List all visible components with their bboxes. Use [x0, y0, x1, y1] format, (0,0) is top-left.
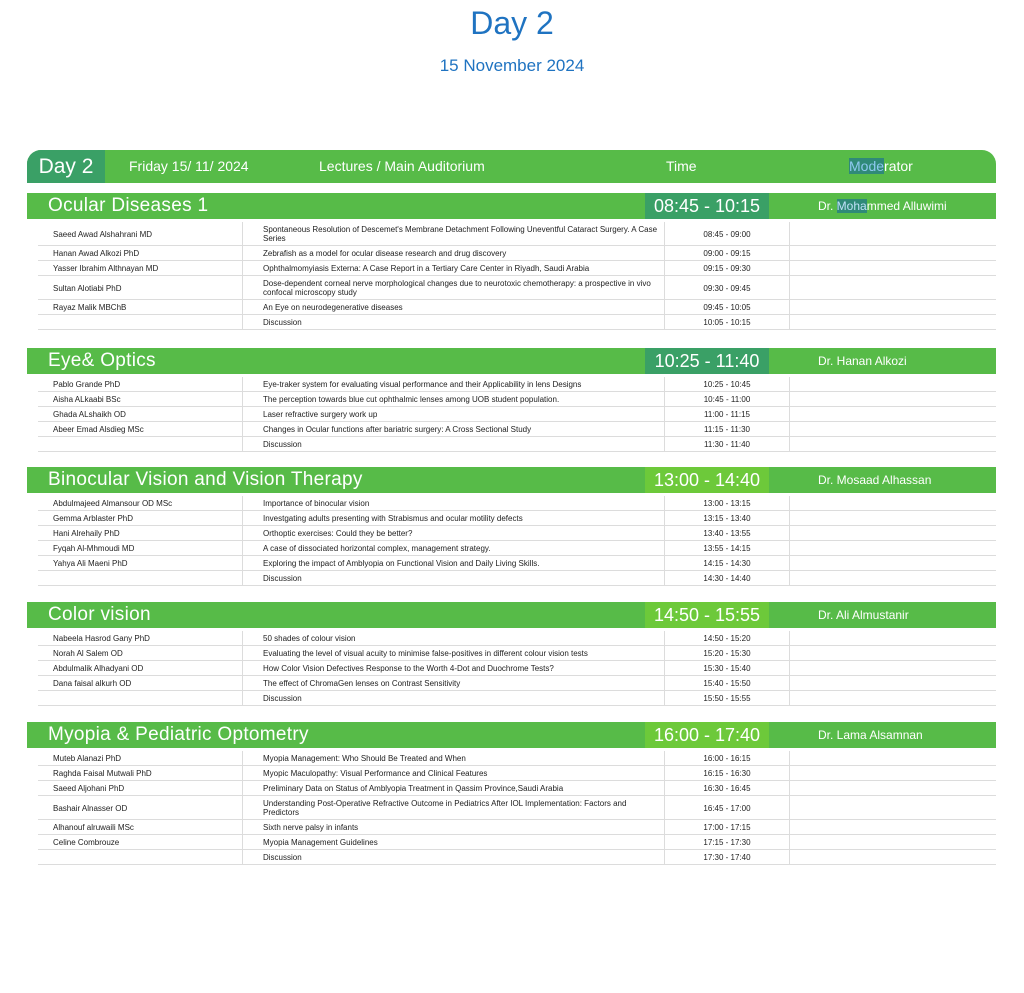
session-header — [27, 602, 996, 628]
table-row — [38, 751, 996, 766]
speaker-cell: Abeer Emad Alsdieg MSc — [38, 422, 243, 437]
speaker-cell: Yasser Ibrahim Althnayan MD — [38, 261, 243, 276]
talk-title-cell: A case of dissociated horizontal complex, management strategy. — [243, 541, 665, 556]
talk-title-cell: Ophthalmomyiasis Externa: A Case Report in a Tertiary Care Center in Riyadh, Saudi Arabia — [243, 261, 665, 276]
speaker-cell: Aisha ALkaabi BSc — [38, 392, 243, 407]
moderator-cell — [790, 541, 997, 556]
session-moderator — [818, 193, 947, 219]
talk-title-cell: The effect of ChromaGen lenses on Contrast Sensitivity — [243, 676, 665, 691]
moderator-cell — [790, 300, 997, 315]
table-row — [38, 246, 996, 261]
moderator-cell — [790, 222, 997, 246]
talk-time-cell: 10:45 - 11:00 — [665, 392, 790, 407]
speaker-cell: Fyqah Al-Mhmoudi MD — [38, 541, 243, 556]
talk-time-cell: 14:50 - 15:20 — [665, 631, 790, 646]
talk-title-cell: How Color Vision Defectives Response to the Worth 4-Dot and Duochrome Tests? — [243, 661, 665, 676]
talk-title-cell: Exploring the impact of Amblyopia on Functional Vision and Daily Living Skills. — [243, 556, 665, 571]
talk-title-cell: Investgating adults presenting with Strabismus and ocular motility defects — [243, 511, 665, 526]
talk-title-cell: Myopia Management Guidelines — [243, 835, 665, 850]
session-header — [27, 348, 996, 374]
talk-title-cell: Importance of binocular vision — [243, 496, 665, 511]
table-row — [38, 407, 996, 422]
table-row — [38, 781, 996, 796]
moderator-cell — [790, 691, 997, 706]
speaker-cell: Muteb Alanazi PhD — [38, 751, 243, 766]
talks-table — [38, 222, 996, 330]
table-row — [38, 300, 996, 315]
table-row — [38, 392, 996, 407]
session-block — [27, 722, 996, 865]
session-moderator — [818, 602, 909, 628]
speaker-cell: Celine Combrouze — [38, 835, 243, 850]
talk-time-cell: 16:15 - 16:30 — [665, 766, 790, 781]
moderator-cell — [790, 820, 997, 835]
table-row — [38, 796, 996, 820]
text-selection-highlight: Moha — [836, 199, 867, 213]
speaker-cell — [38, 571, 243, 586]
session-block — [27, 193, 996, 330]
moderator-cell — [790, 796, 997, 820]
speaker-cell — [38, 437, 243, 452]
session-title: Binocular Vision and Vision Therapy — [48, 469, 363, 490]
talk-title-cell: Laser refractive surgery work up — [243, 407, 665, 422]
session-header — [27, 193, 996, 219]
talk-time-cell: 09:45 - 10:05 — [665, 300, 790, 315]
speaker-cell: Raghda Faisal Mutwali PhD — [38, 766, 243, 781]
moderator-name-pre: Dr. Hanan Alkozi — [818, 354, 907, 368]
talk-time-cell: 13:00 - 13:15 — [665, 496, 790, 511]
session-title: Eye& Optics — [48, 350, 156, 371]
talk-time-cell: 17:30 - 17:40 — [665, 850, 790, 865]
speaker-cell: Abdulmalik Alhadyani OD — [38, 661, 243, 676]
table-row — [38, 541, 996, 556]
talk-time-cell: 15:20 - 15:30 — [665, 646, 790, 661]
moderator-cell — [790, 661, 997, 676]
talk-time-cell: 15:40 - 15:50 — [665, 676, 790, 691]
talk-time-cell: 13:15 - 13:40 — [665, 511, 790, 526]
table-row — [38, 631, 996, 646]
talk-title-cell: Spontaneous Resolution of Descemet's Membrane Detachment Following Uneventful Cataract Surgery. A Case Series — [243, 222, 665, 246]
talk-time-cell: 13:55 - 14:15 — [665, 541, 790, 556]
table-row — [38, 496, 996, 511]
session-time: 16:00 - 17:40 — [645, 722, 769, 748]
talk-time-cell: 17:00 - 17:15 — [665, 820, 790, 835]
talk-time-cell: 09:00 - 09:15 — [665, 246, 790, 261]
speaker-cell: Dana faisal alkurh OD — [38, 676, 243, 691]
session-title: Ocular Diseases 1 — [48, 195, 209, 216]
moderator-cell — [790, 751, 997, 766]
moderator-cell — [790, 496, 997, 511]
table-row — [38, 437, 996, 452]
moderator-cell — [790, 631, 997, 646]
talk-title-cell: Myopic Maculopathy: Visual Performance and Clinical Features — [243, 766, 665, 781]
talk-title-cell: Zebrafish as a model for ocular disease research and drug discovery — [243, 246, 665, 261]
speaker-cell: Alhanouf alruwaili MSc — [38, 820, 243, 835]
session-title: Myopia & Pediatric Optometry — [48, 724, 309, 745]
talk-time-cell: 10:25 - 10:45 — [665, 377, 790, 392]
talk-title-cell: Preliminary Data on Status of Amblyopia Treatment in Qassim Province,Saudi Arabia — [243, 781, 665, 796]
speaker-cell — [38, 691, 243, 706]
moderator-cell — [790, 781, 997, 796]
speaker-cell: Bashair Alnasser OD — [38, 796, 243, 820]
moderator-cell — [790, 276, 997, 300]
moderator-cell — [790, 646, 997, 661]
moderator-cell — [790, 556, 997, 571]
table-row — [38, 661, 996, 676]
program-header — [27, 150, 996, 183]
table-row — [38, 766, 996, 781]
session-header — [27, 722, 996, 748]
talk-title-cell: Discussion — [243, 315, 665, 330]
speaker-cell: Hanan Awad Alkozi PhD — [38, 246, 243, 261]
table-row — [38, 276, 996, 300]
talk-time-cell: 09:30 - 09:45 — [665, 276, 790, 300]
talk-time-cell: 16:30 - 16:45 — [665, 781, 790, 796]
speaker-cell — [38, 315, 243, 330]
table-row — [38, 222, 996, 246]
table-row — [38, 850, 996, 865]
talk-time-cell: 14:30 - 14:40 — [665, 571, 790, 586]
talk-title-cell: Evaluating the level of visual acuity to minimise false-positives in different colour vision tests — [243, 646, 665, 661]
talks-table — [38, 377, 996, 452]
talk-time-cell: 14:15 - 14:30 — [665, 556, 790, 571]
moderator-cell — [790, 422, 997, 437]
session-time: 08:45 - 10:15 — [645, 193, 769, 219]
moderator-cell — [790, 835, 997, 850]
session-header — [27, 467, 996, 493]
talk-time-cell: 17:15 - 17:30 — [665, 835, 790, 850]
talk-time-cell: 16:45 - 17:00 — [665, 796, 790, 820]
speaker-cell: Rayaz Malik MBChB — [38, 300, 243, 315]
table-row — [38, 820, 996, 835]
table-row — [38, 691, 996, 706]
session-time: 10:25 - 11:40 — [645, 348, 769, 374]
session-time: 14:50 - 15:55 — [645, 602, 769, 628]
talk-title-cell: Understanding Post-Operative Refractive Outcome in Pediatrics After IOL Implementation: Factors and Predictors — [243, 796, 665, 820]
speaker-cell: Saeed Aljohani PhD — [38, 781, 243, 796]
talk-time-cell: 11:00 - 11:15 — [665, 407, 790, 422]
session-block — [27, 467, 996, 586]
talk-title-cell: Discussion — [243, 850, 665, 865]
table-row — [38, 511, 996, 526]
moderator-cell — [790, 246, 997, 261]
speaker-cell: Ghada ALshaikh OD — [38, 407, 243, 422]
talks-table — [38, 751, 996, 865]
talk-time-cell: 13:40 - 13:55 — [665, 526, 790, 541]
talk-title-cell: Discussion — [243, 571, 665, 586]
speaker-cell: Sultan Alotiabi PhD — [38, 276, 243, 300]
session-time: 13:00 - 14:40 — [645, 467, 769, 493]
speaker-cell: Pablo Grande PhD — [38, 377, 243, 392]
table-row — [38, 377, 996, 392]
moderator-name-pre: Dr. Lama Alsamnan — [818, 728, 923, 742]
speaker-cell: Abdulmajeed Almansour OD MSc — [38, 496, 243, 511]
talk-title-cell: 50 shades of colour vision — [243, 631, 665, 646]
moderator-cell — [790, 377, 997, 392]
speaker-cell: Saeed Awad Alshahrani MD — [38, 222, 243, 246]
moderator-cell — [790, 766, 997, 781]
table-row — [38, 422, 996, 437]
talk-time-cell: 11:15 - 11:30 — [665, 422, 790, 437]
header-time-label: Time — [666, 158, 697, 174]
moderator-cell — [790, 315, 997, 330]
talk-time-cell: 15:30 - 15:40 — [665, 661, 790, 676]
talk-time-cell: 15:50 - 15:55 — [665, 691, 790, 706]
page-title: Day 2 — [470, 5, 554, 41]
moderator-name-pre: Dr. Ali Almustanir — [818, 608, 909, 622]
text-selection-highlight: Mode — [849, 158, 885, 174]
talk-time-cell: 09:15 - 09:30 — [665, 261, 790, 276]
session-moderator — [818, 467, 931, 493]
talk-title-cell: The perception towards blue cut ophthalmic lenses among UOB student population. — [243, 392, 665, 407]
table-row — [38, 526, 996, 541]
moderator-cell — [790, 850, 997, 865]
header-date: Friday 15/ 11/ 2024 — [129, 158, 249, 174]
table-row — [38, 835, 996, 850]
session-title: Color vision — [48, 604, 151, 625]
table-row — [38, 646, 996, 661]
moderator-cell — [790, 571, 997, 586]
moderator-cell — [790, 526, 997, 541]
moderator-cell — [790, 437, 997, 452]
moderator-cell — [790, 511, 997, 526]
speaker-cell: Yahya Ali Maeni PhD — [38, 556, 243, 571]
session-block — [27, 602, 996, 706]
talk-title-cell: Orthoptic exercises: Could they be better? — [243, 526, 665, 541]
talk-title-cell: Discussion — [243, 437, 665, 452]
moderator-cell — [790, 392, 997, 407]
speaker-cell: Hani Alrehaily PhD — [38, 526, 243, 541]
speaker-cell: Nabeela Hasrod Gany PhD — [38, 631, 243, 646]
speaker-cell — [38, 850, 243, 865]
speaker-cell: Norah Al Salem OD — [38, 646, 243, 661]
talk-title-cell: Dose-dependent corneal nerve morphological changes due to neurotoxic chemotherapy: a prospective in vivo confocal microscopy study — [243, 276, 665, 300]
moderator-cell — [790, 407, 997, 422]
moderator-cell — [790, 261, 997, 276]
table-row — [38, 315, 996, 330]
talk-title-cell: An Eye on neurodegenerative diseases — [243, 300, 665, 315]
header-moderator-label — [849, 150, 913, 183]
table-row — [38, 571, 996, 586]
session-block — [27, 348, 996, 452]
moderator-cell — [790, 676, 997, 691]
header-day: Day 2 — [27, 150, 105, 183]
table-row — [38, 556, 996, 571]
talk-title-cell: Eye-traker system for evaluating visual performance and their Applicability in lens Designs — [243, 377, 665, 392]
header-venue: Lectures / Main Auditorium — [319, 158, 485, 174]
header-moderator-rest: rator — [884, 158, 913, 174]
talk-time-cell: 16:00 - 16:15 — [665, 751, 790, 766]
talk-title-cell: Changes in Ocular functions after bariatric surgery: A Cross Sectional Study — [243, 422, 665, 437]
moderator-name-pre: Dr. — [818, 199, 837, 213]
talk-time-cell: 10:05 - 10:15 — [665, 315, 790, 330]
session-moderator — [818, 722, 923, 748]
talk-title-cell: Myopia Management: Who Should Be Treated and When — [243, 751, 665, 766]
talk-title-cell: Sixth nerve palsy in infants — [243, 820, 665, 835]
talks-table — [38, 496, 996, 586]
table-row — [38, 261, 996, 276]
talks-table — [38, 631, 996, 706]
speaker-cell: Gemma Arblaster PhD — [38, 511, 243, 526]
talk-time-cell: 11:30 - 11:40 — [665, 437, 790, 452]
moderator-name-rest: mmed Alluwimi — [866, 199, 947, 213]
talk-title-cell: Discussion — [243, 691, 665, 706]
page-date: 15 November 2024 — [439, 56, 585, 75]
session-moderator — [818, 348, 907, 374]
moderator-name-pre: Dr. Mosaad Alhassan — [818, 473, 932, 487]
table-row — [38, 676, 996, 691]
talk-time-cell: 08:45 - 09:00 — [665, 222, 790, 246]
